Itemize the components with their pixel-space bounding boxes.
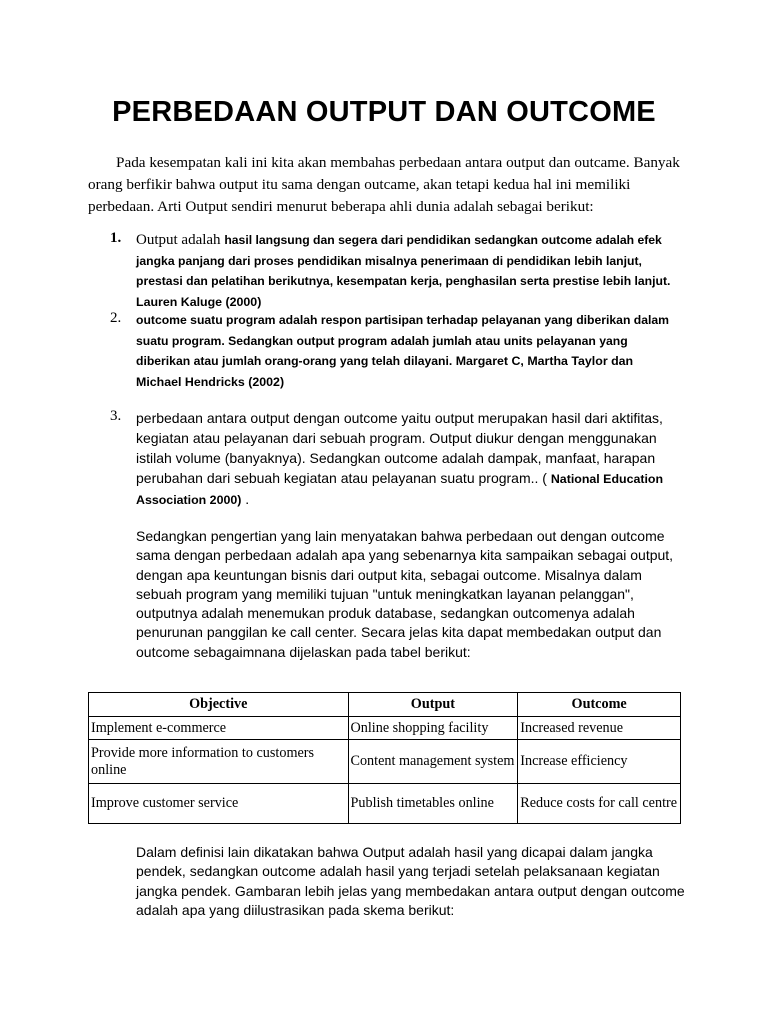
- body-paragraph-2: Sedangkan pengertian yang lain menyatakan bahwa perbedaan out dengan outcome sama dengan perbedaan adalah apa yang sebenarnya kita sampaikan sebagai output, dengan apa keuntungan bisnis dari output kita, sebagai outcome. Misalnya dalam sebuah program yang memiliki tujuan "untuk meningkatkan layanan pelanggan", outputnya adalah menemukan produk database, sedangkan outcomenya adalah penurunan panggilan ke call center. Secara jelas kita dapat membedakan output dan outcome sebagaimnana dijelaskan pada tabel berikut:: [136, 528, 674, 660]
- item-number: 2.: [110, 310, 122, 326]
- table-header-row: [89, 693, 681, 717]
- item-body: [136, 408, 680, 510]
- table-cell: Content management system: [348, 740, 518, 784]
- table-header-objective: Objective: [89, 693, 349, 717]
- table-cell: Online shopping facility: [348, 717, 518, 740]
- item-body: [136, 310, 680, 392]
- table-header-output: Output: [348, 693, 518, 717]
- item-lead: Output adalah: [136, 232, 225, 248]
- item-number: 3.: [110, 408, 122, 424]
- item-source: Lauren Kaluge (2000): [136, 294, 262, 309]
- item-body: [136, 230, 680, 312]
- table-cell: Improve customer service: [89, 784, 349, 824]
- intro-paragraph: Pada kesempatan kali ini kita akan membahas perbedaan antara output dan outcame. Banyak orang berfikir bahwa output itu sama dengan outcame, akan tetapi kedua hal ini memiliki perbedaan. Arti Output sendiri menurut beberapa ahli dunia adalah sebagai berikut:: [88, 154, 680, 215]
- table-row: [89, 784, 681, 824]
- body-paragraph-3: Dalam definisi lain dikatakan bahwa Output adalah hasil yang dicapai dalam jangka pendek, sedangkan outcome adalah hasil yang terjadi setelah pelaksanaan kegiatan jangka pendek. Gambaran lebih jelas yang membedakan antara output dengan outcome adalah apa yang diilustrasikan pada skema berikut:: [136, 844, 685, 918]
- table-cell: Reduce costs for call centre: [518, 784, 681, 824]
- item-text: perbedaan antara output dengan outcome yaitu output merupakan hasil dari aktifitas, kegiatan atau pelayanan dari sebuah program. Output diukur dengan menggunakan istilah volume (banyaknya). Sedangkan outcome adalah dampak, manfaat, harapan perubahan dari sebuah kegiatan atau pelayanan suatu program.. (: [136, 410, 663, 486]
- item-source: Margaret C, Martha Taylor dan Michael Hendricks (2002): [136, 354, 634, 389]
- table-row: [89, 740, 681, 784]
- table-cell: Increased revenue: [518, 717, 681, 740]
- item-number: 1.: [110, 230, 122, 246]
- item-tail: .: [241, 491, 250, 507]
- output-outcome-table: [88, 692, 681, 824]
- item-text: outcome suatu program adalah respon partisipan terhadap pelayanan yang diberikan dalam suatu program. Sedangkan output program adalah jumlah atau units pelayanan yang diberikan atau jumlah orang-orang yang telah dilayani.: [136, 313, 670, 368]
- item-source: National Education Association 2000): [136, 472, 664, 507]
- table-cell: Increase efficiency: [518, 740, 681, 784]
- table-cell: Provide more information to customers online: [89, 740, 349, 784]
- item-text: hasil langsung dan segera dari pendidikan sedangkan outcome adalah efek jangka panjang dari proses pendidikan misalnya penerimaan di pendidikan lebih lanjut, prestasi dan pelatihan berikutnya, kesempatan kerja, penghasilan serta prestise lebih lanjut.: [136, 233, 671, 288]
- page-title: PERBEDAAN OUTPUT DAN OUTCOME: [112, 96, 656, 128]
- table-header-outcome: Outcome: [518, 693, 681, 717]
- table-cell: Implement e-commerce: [89, 717, 349, 740]
- table-cell: Publish timetables online: [348, 784, 518, 824]
- table-row: [89, 717, 681, 740]
